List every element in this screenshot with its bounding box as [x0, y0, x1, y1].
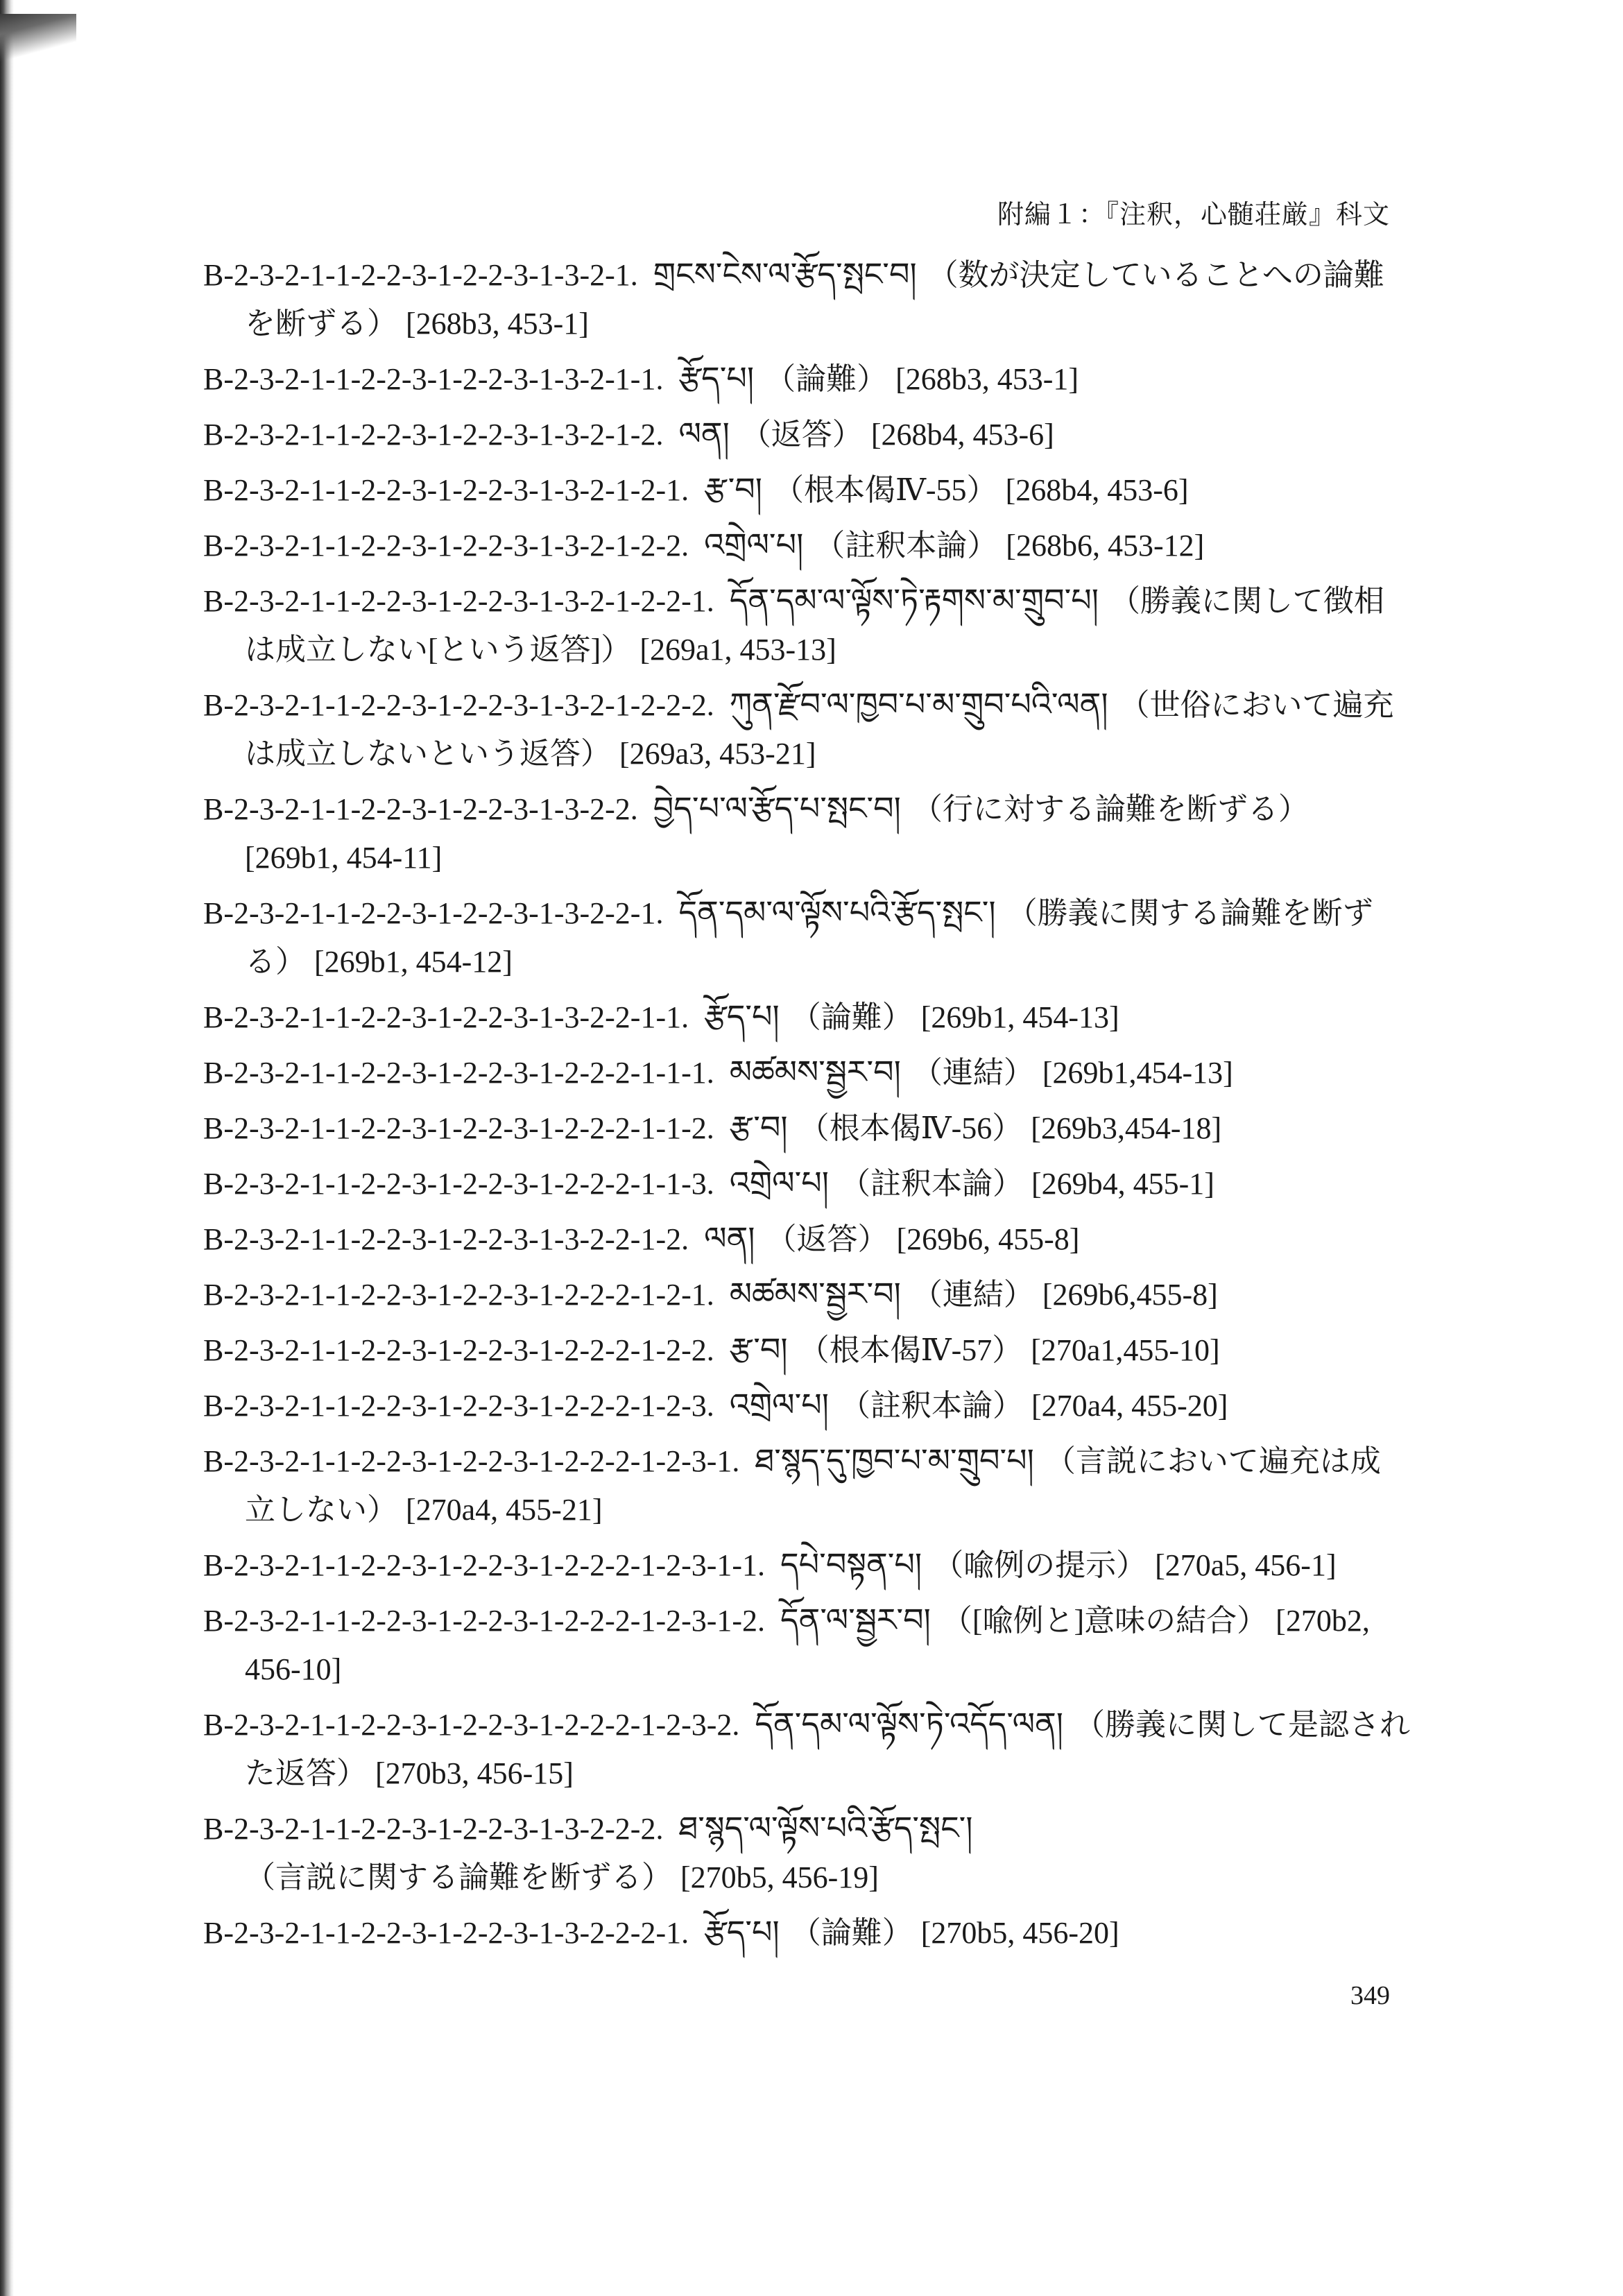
entry-reference: [269b3,454-18]: [1031, 1111, 1222, 1145]
entry-code: B-2-3-2-1-1-2-2-3-1-2-2-3-1-3-2-1-2-2-2.: [203, 688, 714, 722]
outline-entry: [203, 1158, 1410, 1208]
entry-tibetan-title: ལན།: [704, 1219, 755, 1257]
outline-entry: [203, 409, 1410, 459]
entry-tibetan-title: དོན་ལ་སྦྱར་བ།: [780, 1601, 931, 1638]
outline-entry: [203, 1595, 1410, 1694]
entry-gloss: （勝義に関して是認された返答）: [245, 1708, 1410, 1790]
entry-tibetan-title: འགྲེལ་པ།: [729, 1386, 829, 1423]
entry-code: B-2-3-2-1-1-2-2-3-1-2-2-3-1-2-2-2-1-2-3.: [203, 1389, 714, 1423]
outline-entry: [203, 465, 1410, 515]
entry-code: B-2-3-2-1-1-2-2-3-1-2-2-3-1-3-2-2-1-2.: [203, 1222, 689, 1256]
entry-tibetan-title: ཐ་སྙད་དུ་ཁྱབ་པ་མ་གྲུབ་པ།: [755, 1441, 1034, 1479]
entry-tibetan-title: རྩ་བ།: [704, 470, 762, 508]
entry-gloss: （根本偈Ⅳ-56）: [798, 1111, 1023, 1145]
entry-tibetan-title: རྩོད་པ།: [678, 359, 755, 397]
outline-entry: [203, 1047, 1410, 1097]
entry-reference: [269b4, 455-1]: [1031, 1167, 1214, 1201]
entry-gloss: （[喩例と]意味の結合）: [941, 1604, 1268, 1638]
entry-gloss: （喩例の提示）: [933, 1548, 1147, 1582]
entry-tibetan-title: མཚམས་སྦྱར་བ།: [729, 1053, 901, 1090]
entry-reference: [268b3, 453-1]: [895, 362, 1079, 396]
outline-entry: [203, 354, 1410, 404]
entry-tibetan-title: འགྲེལ་པ།: [704, 526, 804, 563]
outline-entry: [203, 250, 1410, 348]
entry-gloss: （行に対する論難を断ずる）: [911, 792, 1309, 826]
entry-code: B-2-3-2-1-1-2-2-3-1-2-2-3-1-2-2-2-1-2-1.: [203, 1278, 714, 1312]
entry-code: B-2-3-2-1-1-2-2-3-1-2-2-3-1-3-2-1-2-2-1.: [203, 584, 714, 618]
outline-entry: [203, 1103, 1410, 1153]
entry-gloss: （言説において遍充は成立しない）: [245, 1444, 1381, 1527]
entry-tibetan-title: རྩོད་པ།: [704, 997, 780, 1035]
outline-entry: [203, 1908, 1410, 1957]
entry-code: B-2-3-2-1-1-2-2-3-1-2-2-3-1-2-2-2-1-2-3-1-1.: [203, 1548, 766, 1582]
entry-code: B-2-3-2-1-1-2-2-3-1-2-2-3-1-3-2-1-1.: [203, 362, 664, 396]
scan-edge-shadow: [0, 0, 14, 2296]
entry-code: B-2-3-2-1-1-2-2-3-1-2-2-3-1-3-2-2-1.: [203, 896, 664, 930]
entry-reference: [269b1,454-13]: [1042, 1056, 1233, 1090]
entry-gloss: （連結）: [911, 1056, 1034, 1090]
entry-tibetan-title: དོན་དམ་ལ་ལྟོས་ཏེ་འདོད་ལན།: [755, 1705, 1063, 1742]
entry-code: B-2-3-2-1-1-2-2-3-1-2-2-3-1-3-2-2-2.: [203, 1812, 664, 1846]
entry-reference: [270a1,455-10]: [1031, 1333, 1220, 1367]
entry-code: B-2-3-2-1-1-2-2-3-1-2-2-3-1-3-2-1-2-2.: [203, 529, 689, 563]
entry-reference: [270a4, 455-21]: [406, 1493, 603, 1527]
entry-tibetan-title: འགྲེལ་པ།: [729, 1164, 829, 1201]
outline-entry: [203, 1269, 1410, 1319]
entry-gloss: （根本偈Ⅳ-57）: [798, 1333, 1023, 1367]
entry-tibetan-title: དོན་དམ་ལ་ལྟོས་ཏེ་རྟགས་མ་གྲུབ་པ།: [729, 581, 1099, 619]
entry-tibetan-title: གྲངས་ངེས་ལ་རྩོད་སྤང་བ།: [653, 255, 917, 293]
entry-gloss: （返答）: [766, 1222, 888, 1256]
entry-tibetan-title: རྩོད་པ།: [704, 1913, 780, 1951]
entry-code: B-2-3-2-1-1-2-2-3-1-2-2-3-1-2-2-2-1-2-3-2.: [203, 1708, 740, 1742]
entry-gloss: （論難）: [765, 362, 888, 396]
entry-gloss: （根本偈Ⅳ-55）: [773, 473, 997, 507]
entry-gloss: （数が決定していることへの論難を断ずる）: [245, 258, 1384, 341]
outline-entry: [203, 1436, 1410, 1534]
entry-code: B-2-3-2-1-1-2-2-3-1-2-2-3-1-3-2-1-2.: [203, 418, 664, 452]
running-header: 附編１：『注釈，心髄荘厳』科文: [997, 200, 1390, 230]
entry-reference: [270a4, 455-20]: [1031, 1389, 1228, 1423]
entry-gloss: （註釈本論）: [814, 529, 998, 563]
entry-gloss: （世俗において遍充は成立しないという返答）: [245, 688, 1394, 771]
entry-code: B-2-3-2-1-1-2-2-3-1-2-2-3-1-2-2-2-1-2-3-1.: [203, 1444, 740, 1478]
entry-code: B-2-3-2-1-1-2-2-3-1-2-2-3-1-3-2-2.: [203, 792, 638, 826]
entry-code: B-2-3-2-1-1-2-2-3-1-2-2-3-1-2-2-2-1-2-3-1-2.: [203, 1604, 766, 1638]
entry-reference: [269b6, 455-8]: [896, 1222, 1080, 1256]
entry-code: B-2-3-2-1-1-2-2-3-1-2-2-3-1-2-2-2-1-1-1.: [203, 1056, 714, 1090]
entry-gloss: （言説に関する論難を断ずる）: [245, 1860, 672, 1894]
outline-entry: [203, 784, 1410, 882]
outline-entry: [203, 1214, 1410, 1264]
entry-gloss: （註釈本論）: [839, 1389, 1023, 1423]
entry-tibetan-title: དཔེ་བསྟན་པ།: [780, 1545, 922, 1583]
entry-reference: [270b3, 456-15]: [375, 1756, 574, 1790]
entry-reference: [268b3, 453-1]: [406, 307, 589, 341]
entry-gloss: （勝義に関する論難を断ずる）: [245, 896, 1373, 979]
entry-gloss: （返答）: [740, 418, 863, 452]
entry-tibetan-title: ཀུན་རྫོབ་ལ་ཁྱབ་པ་མ་གྲུབ་པའི་ལན།: [729, 685, 1108, 723]
entry-tibetan-title: མཚམས་སྦྱར་བ།: [729, 1275, 901, 1312]
entry-gloss: （註釈本論）: [839, 1167, 1023, 1201]
entry-gloss: （勝義に関して徴相は成立しない[という返答]）: [245, 584, 1384, 667]
entry-reference: [270b5, 456-19]: [680, 1860, 879, 1894]
entry-code: B-2-3-2-1-1-2-2-3-1-2-2-3-1-3-2-1.: [203, 258, 638, 292]
entry-reference: [269b1, 454-11]: [245, 841, 443, 875]
entry-reference: [268b4, 453-6]: [870, 418, 1054, 452]
entry-reference: [270b5, 456-20]: [920, 1916, 1119, 1950]
outline-entry: [203, 1325, 1410, 1375]
outline-entry: [203, 576, 1410, 674]
entry-code: B-2-3-2-1-1-2-2-3-1-2-2-3-1-3-2-1-2-1.: [203, 473, 689, 507]
entry-code: B-2-3-2-1-1-2-2-3-1-2-2-3-1-2-2-2-1-2-2.: [203, 1333, 714, 1367]
entry-reference: [269b1, 454-13]: [920, 1000, 1119, 1034]
entry-code: B-2-3-2-1-1-2-2-3-1-2-2-3-1-2-2-2-1-1-2.: [203, 1111, 714, 1145]
entry-tibetan-title: བྱེད་པ་ལ་རྩོད་པ་སྤང་བ།: [653, 789, 901, 827]
entry-reference: [269b6,455-8]: [1042, 1278, 1218, 1312]
outline-list: [203, 250, 1410, 1963]
entry-gloss: （論難）: [790, 1000, 913, 1034]
entry-reference: [270a5, 456-1]: [1155, 1548, 1337, 1582]
entry-code: B-2-3-2-1-1-2-2-3-1-2-2-3-1-2-2-2-1-1-3.: [203, 1167, 714, 1201]
outline-entry: [203, 1380, 1410, 1430]
entry-tibetan-title: དོན་དམ་ལ་ལྟོས་པའི་རྩོད་སྤང་།: [678, 893, 996, 931]
entry-reference: [269a3, 453-21]: [619, 737, 816, 771]
entry-code: B-2-3-2-1-1-2-2-3-1-2-2-3-1-3-2-2-2-1.: [203, 1916, 689, 1950]
entry-gloss: （連結）: [911, 1278, 1034, 1312]
entry-reference: [268b4, 453-6]: [1005, 473, 1189, 507]
outline-entry: [203, 992, 1410, 1042]
outline-entry: [203, 1804, 1410, 1902]
outline-entry: [203, 520, 1410, 570]
entry-reference: [270b2, 456-10]: [245, 1604, 1370, 1686]
page-number: 349: [1350, 1981, 1390, 2010]
entry-code: B-2-3-2-1-1-2-2-3-1-2-2-3-1-3-2-2-1-1.: [203, 1000, 689, 1034]
outline-entry: [203, 1540, 1410, 1590]
outline-entry: [203, 888, 1410, 986]
entry-tibetan-title: ཐ་སྙད་ལ་ལྟོས་པའི་རྩོད་སྤང་།: [678, 1809, 973, 1847]
entry-tibetan-title: རྩ་བ།: [729, 1330, 788, 1368]
outline-entry: [203, 680, 1410, 778]
entry-reference: [269b1, 454-12]: [314, 945, 513, 979]
entry-tibetan-title: རྩ་བ།: [729, 1108, 788, 1146]
scan-corner-shadow: [0, 14, 76, 62]
entry-tibetan-title: ལན།: [678, 415, 730, 452]
entry-reference: [269a1, 453-13]: [639, 633, 836, 667]
outline-entry: [203, 1699, 1410, 1798]
entry-reference: [268b6, 453-12]: [1006, 529, 1205, 563]
entry-gloss: （論難）: [790, 1916, 913, 1950]
